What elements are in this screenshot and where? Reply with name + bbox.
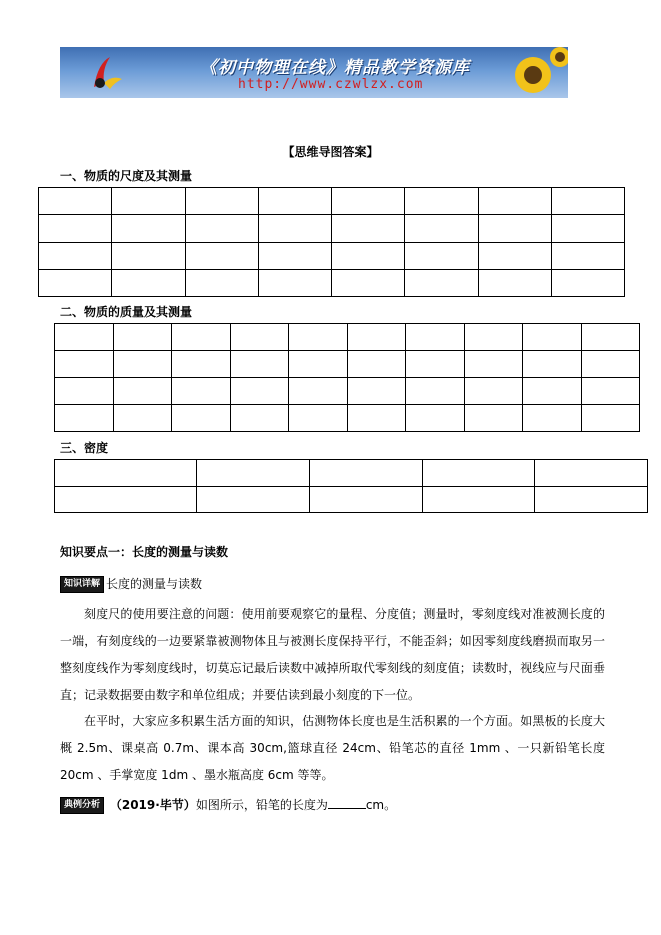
detail-tag: 知识详解 <box>60 576 104 593</box>
answer-blank[interactable] <box>328 798 366 809</box>
detail-title: 长度的测量与读数 <box>106 577 203 591</box>
logo-icon <box>88 53 128 93</box>
section-2-title: 二、物质的质量及其测量 <box>60 305 193 319</box>
example-tag: 典例分析 <box>60 797 104 814</box>
section-1-title: 一、物质的尺度及其测量 <box>60 169 193 183</box>
example-text: 如图所示，铅笔的长度为 <box>195 798 328 812</box>
example-source: （2019·毕节） <box>109 798 196 812</box>
banner-title: 《初中物理在线》精品教学资源库 <box>200 58 470 78</box>
table-section-2 <box>54 323 640 432</box>
paragraph-2: 在平时，大家应多积累生活方面的知识，估测物体长度也是生活积累的一个方面。如黑板的长度大概 2.5m、课桌高 0.7m、课本高 30cm,篮球直径 24cm、铅笔芯的直径 1mm 、一只新铅笔长度 20cm 、手掌宽度 1dm 、墨水瓶高度 6cm 等等。 <box>60 714 605 782</box>
header-banner <box>60 47 568 98</box>
paragraph-1: 刻度尺的使用要注意的问题：使用前要观察它的量程、分度值；测量时，零刻度线对准被测长度的一端，有刻度线的一边要紧靠被测物体且与被测长度保持平行，不能歪斜；如因零刻度线磨损而取另一整刻度线作为零刻度线时，切莫忘记最后读数中减掉所取代零刻线的刻度值；读数时，视线应与尺面垂直；记录数据要由数字和单位组成；并要估读到最小刻度的下一位。 <box>60 607 605 702</box>
detail-heading <box>60 571 202 598</box>
banner-url: http://www.czwlzx.com <box>238 77 424 92</box>
example-line <box>60 792 396 819</box>
section-3-title: 三、密度 <box>60 441 109 455</box>
sunflower-icon <box>478 47 568 98</box>
knowledge-point-title: 知识要点一：长度的测量与读数 <box>60 545 229 559</box>
page-title: 【思维导图答案】 <box>282 145 379 159</box>
table-section-1 <box>38 187 625 297</box>
example-unit: cm。 <box>365 798 397 812</box>
table-section-3 <box>54 459 648 513</box>
